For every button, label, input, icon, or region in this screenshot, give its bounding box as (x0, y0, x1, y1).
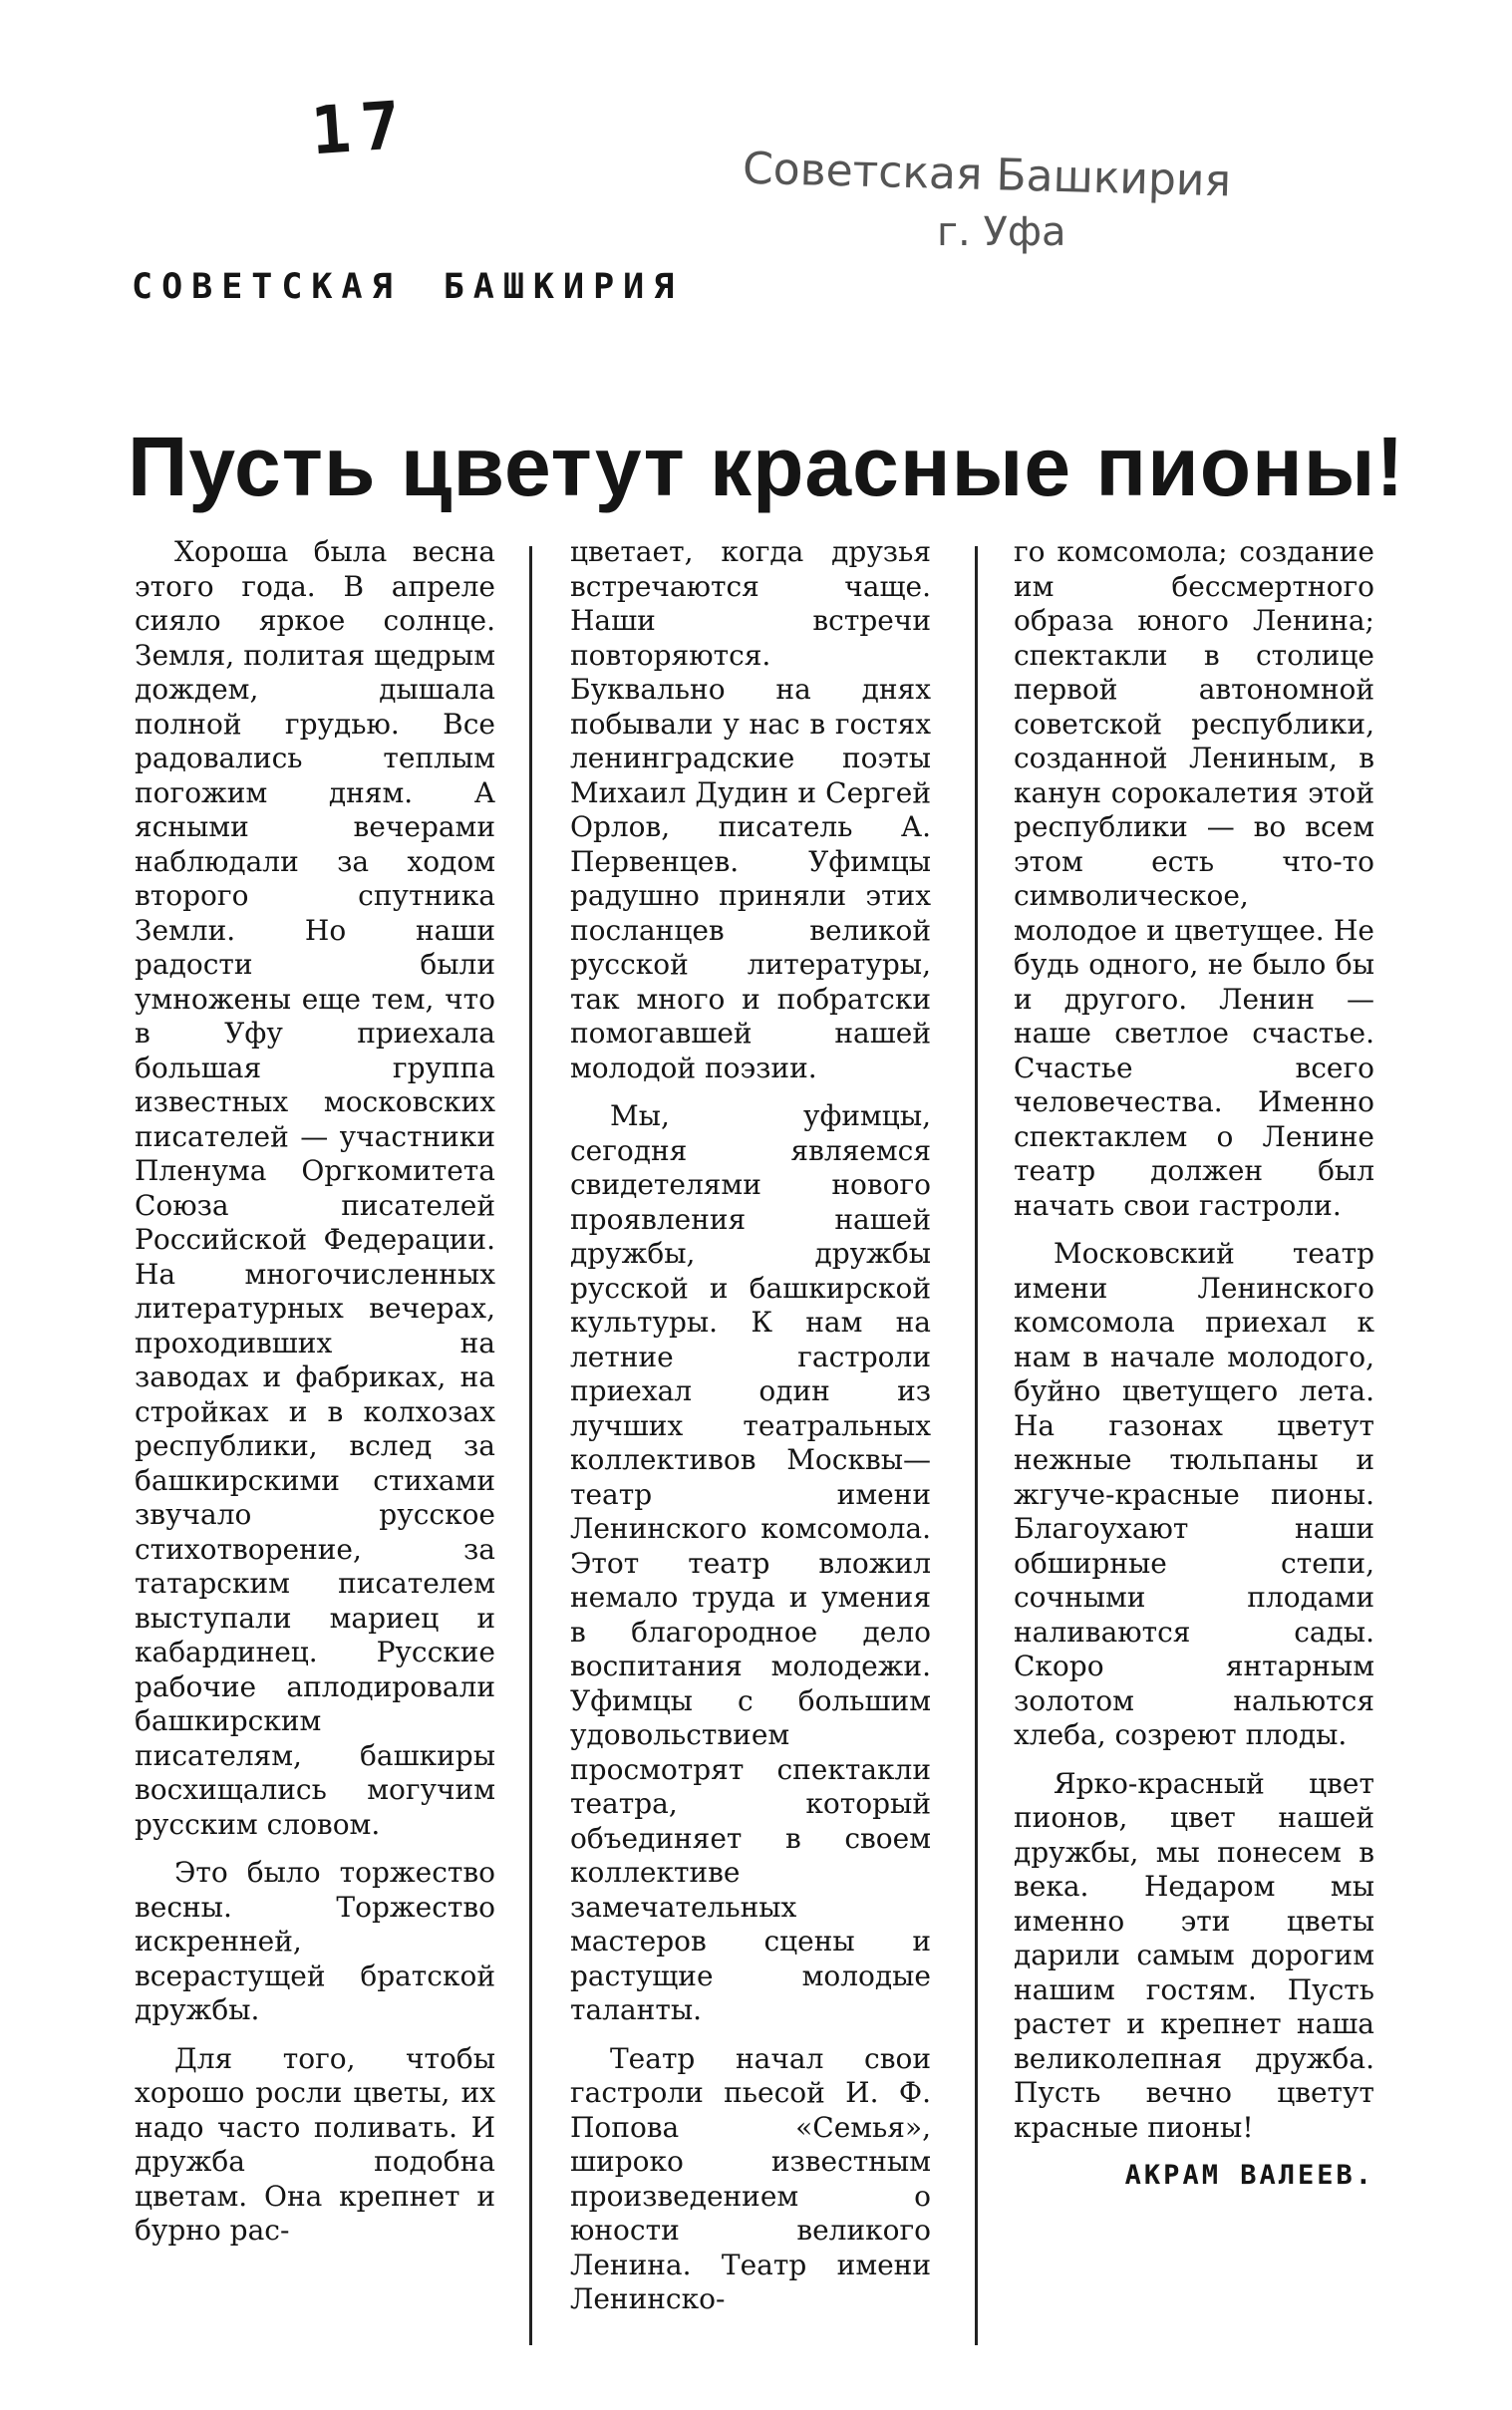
newspaper-stamp-city: г. Уфа (937, 209, 1066, 255)
paragraph: Это было торжество весны. Торжество искренней, всерастущей братской дружбы. (135, 1856, 495, 2026)
paragraph: го комсомола; создание им бессмертного образа юного Ленина; спектакли в столице первой автономной советской республики, созданной Лениным, в канун сорокалетия этой республики — во всем этом есть что-то символическое, молодое и цветущее. Не будь одного, не было бы и другого. Ленин — наше светлое счастье. Счастье всего человечества. Именно спектаклем о Ленине театр должен был начать свои гастроли. (1014, 535, 1374, 1222)
author-signature: АКРАМ ВАЛЕЕВ. (1124, 2160, 1374, 2191)
headline: Пусть цветут красные пионы! (128, 420, 1405, 513)
column-rule (529, 546, 532, 2345)
article-column-3 (1014, 535, 1374, 2359)
paragraph: Московский театр имени Ленинского комсомола приехал к нам в начале молодого, буйно цветущего лета. На газонах цветут нежные тюльпаны и жгуче-красные пионы. Благоухают наши обширные степи, сочными плодами наливаются сады. Скоро янтарным золотом нальются хлеба, созреют плоды. (1014, 1237, 1374, 1751)
newspaper-stamp-name: Советская Башкирия (742, 143, 1232, 207)
paragraph: цветает, когда друзья встречаются чаще. Наши встречи повторяются. Буквально на днях побывали у нас в гостях ленинградские поэты Михаил Дудин и Сергей Орлов, писатель А. Первенцев. Уфимцы радушно приняли этих посланцев великой русской литературы, так много и побратски помогавшей нашей молодой поэзии. (570, 535, 931, 1084)
masthead: СОВЕТСКАЯ БАШКИРИЯ (132, 267, 684, 307)
paragraph: Мы, уфимцы, сегодня являемся свидетелями нового проявления нашей дружбы, дружбы русской и башкирской культуры. К нам на летние гастроли приехал один из лучших театральных коллективов Москвы—театр имени Ленинского комсомола. Этот театр вложил немало труда и умения в благородное дело воспитания молодежи. Уфимцы с большим удовольствием просмотрят спектакли театра, который объединяет в своем коллективе замечательных мастеров сцены и растущие молодые таланты. (570, 1099, 931, 2026)
column-rule (975, 546, 978, 2345)
article-column-2 (570, 535, 931, 2359)
page-number: 17 (308, 86, 414, 170)
paragraph: Хороша была весна этого года. В апреле сияло яркое солнце. Земля, политая щедрым дождем, дышала полной грудью. Все радовались теплым погожим дням. А ясными вечерами наблюдали за ходом второго спутника Земли. Но наши радости были умножены еще тем, что в Уфу приехала большая группа известных московских писателей — участники Пленума Оргкомитета Союза писателей Российской Федерации. На многочисленных литературных вечерах, проходивших на заводах и фабриках, на стройках и в колхозах республики, вслед за башкирскими стихами звучало русское стихотворение, за татарским писателем выступали мариец и кабардинец. Русские рабочие аплодировали башкирским писателям, башкиры восхищались могучим русским словом. (135, 535, 495, 1841)
paragraph: Театр начал свои гастроли пьесой И. Ф. Попова «Семья», широко известным произведением о юности великого Ленина. Театр имени Ленинско- (570, 2041, 931, 2315)
article-column-1 (135, 535, 495, 2359)
paragraph: Ярко-красный цвет пионов, цвет нашей дружбы, мы понесем в века. Недаром мы именно эти цветы дарили самым дорогим нашим гостям. Пусть растет и крепнет наша великолепная дружба. Пусть вечно цветут красные пионы! (1014, 1766, 1374, 2144)
paragraph: Для того, чтобы хорошо росли цветы, их надо часто поливать. И дружба подобна цветам. Она крепнет и бурно рас- (135, 2041, 495, 2247)
